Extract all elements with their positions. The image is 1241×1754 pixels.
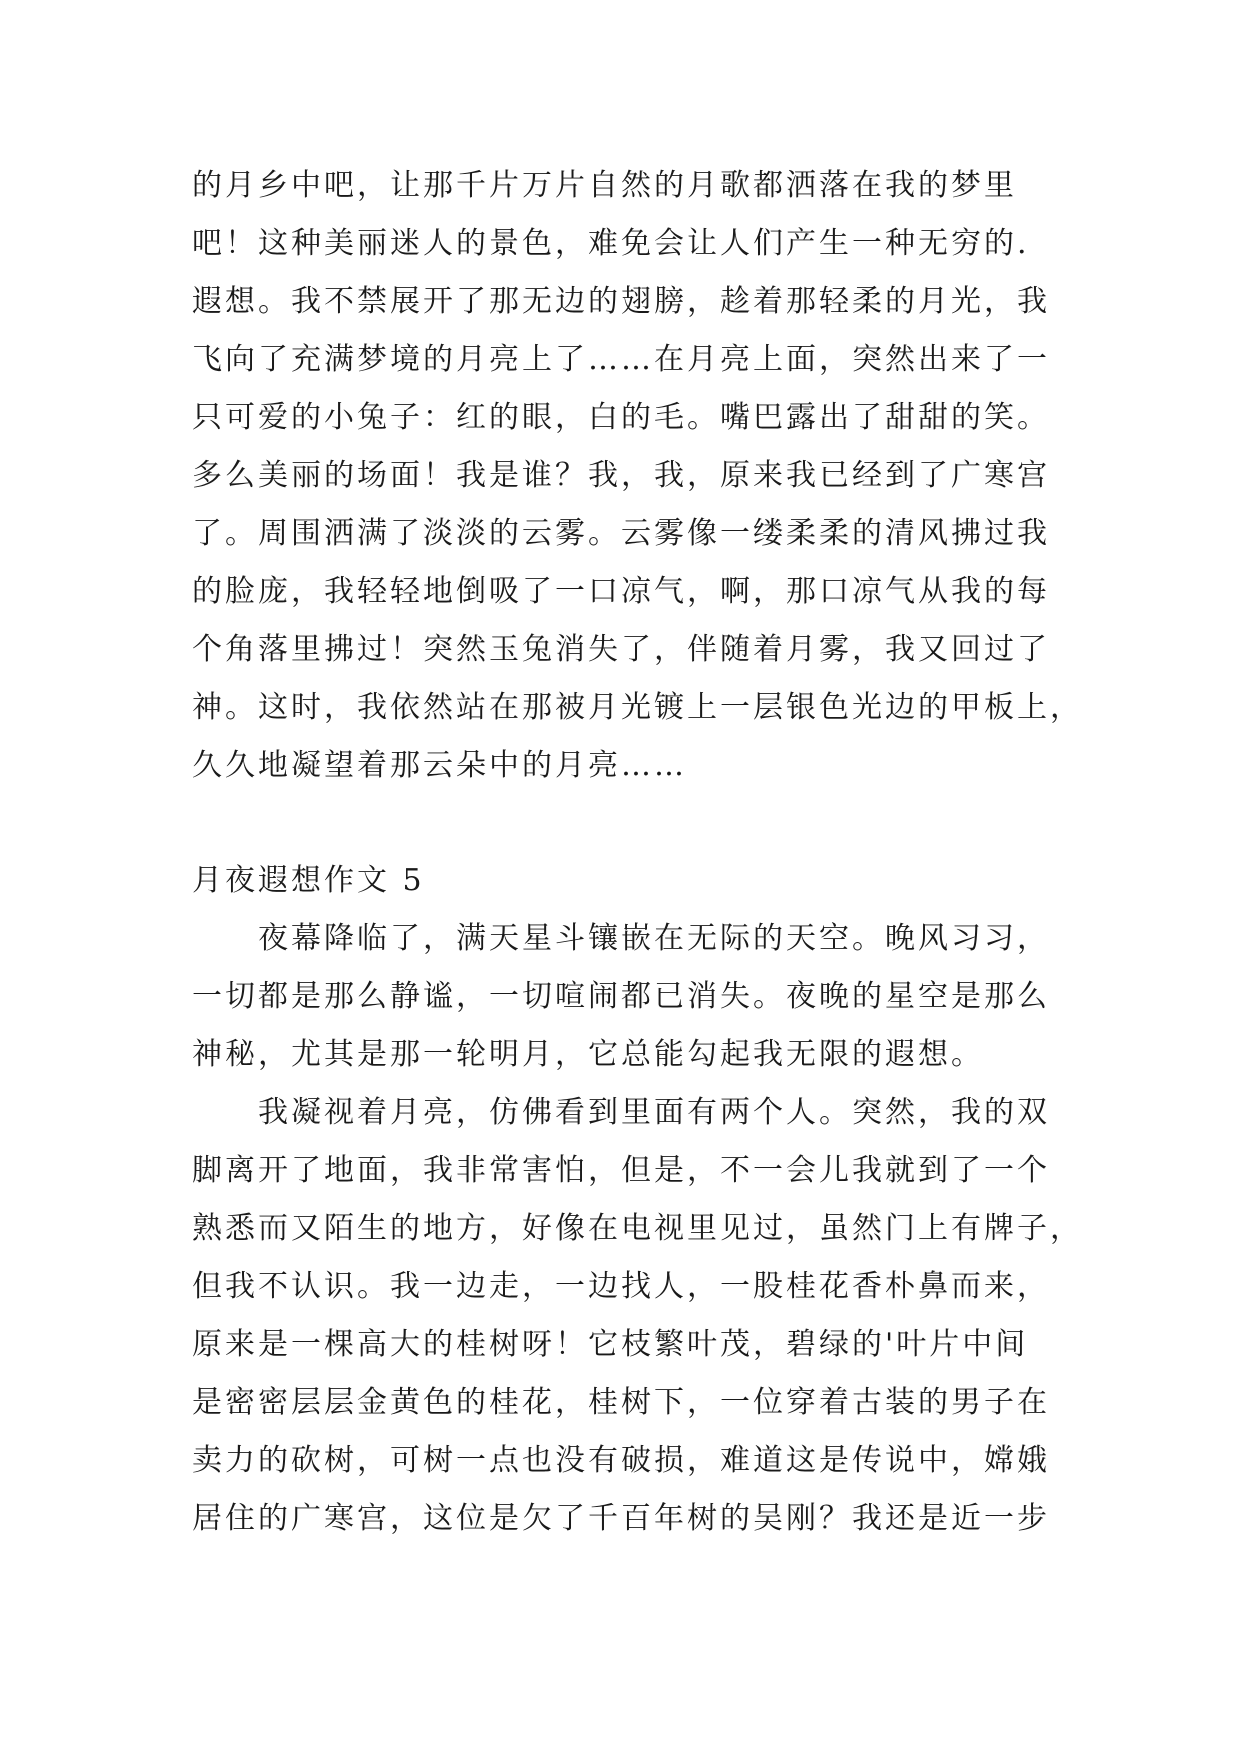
text-line: 的脸庞，我轻轻地倒吸了一口凉气，啊，那口凉气从我的每 xyxy=(192,574,1050,609)
text-line: 吧！这种美丽迷人的景色，难免会让人们产生一种无穷的. xyxy=(192,226,1030,261)
text-line: 了。周围洒满了淡淡的云雾。云雾像一缕柔柔的清风拂过我 xyxy=(192,516,1050,551)
text-line: 个角落里拂过！突然玉兔消失了，伴随着月雾，我又回过了 xyxy=(192,632,1050,667)
text-line: 飞向了充满梦境的月亮上了……在月亮上面，突然出来了一 xyxy=(192,342,1050,377)
text-line: 居住的广寒宫，这位是欠了千百年树的吴刚？我还是近一步 xyxy=(192,1501,1050,1536)
text-line: 神秘，尤其是那一轮明月，它总能勾起我无限的遐想。 xyxy=(192,1037,984,1072)
text-line: 的月乡中吧，让那千片万片自然的月歌都洒落在我的梦里 xyxy=(192,168,1017,203)
text-line: 夜幕降临了，满天星斗镶嵌在无际的天空。晚风习习， xyxy=(192,921,1050,956)
text-line: 只可爱的小兔子：红的眼，白的毛。嘴巴露出了甜甜的笑。 xyxy=(192,400,1050,435)
text-line: 熟悉而又陌生的地方，好像在电视里见过，虽然门上有牌子， xyxy=(192,1211,1083,1246)
text-line: 神。这时，我依然站在那被月光镀上一层银色光边的甲板上， xyxy=(192,690,1083,725)
text-line: 原来是一棵高大的桂树呀！它枝繁叶茂，碧绿的'叶片中间 xyxy=(192,1327,1029,1362)
text-line: 遐想。我不禁展开了那无边的翅膀，趁着那轻柔的月光，我 xyxy=(192,284,1050,319)
text-line: 多么美丽的场面！我是谁？我，我，原来我已经到了广寒宫 xyxy=(192,458,1050,493)
text-line: 但我不认识。我一边走，一边找人，一股桂花香朴鼻而来， xyxy=(192,1269,1050,1304)
section-title: 月夜遐想作文 5 xyxy=(192,863,425,898)
text-line: 脚离开了地面，我非常害怕，但是，不一会儿我就到了一个 xyxy=(192,1153,1050,1188)
text-line: 卖力的砍树，可树一点也没有破损，难道这是传说中，嫦娥 xyxy=(192,1443,1050,1478)
section-body xyxy=(192,910,1083,1548)
text-line: 是密密层层金黄色的桂花，桂树下，一位穿着古装的男子在 xyxy=(192,1385,1050,1420)
text-line: 久久地凝望着那云朵中的月亮…… xyxy=(192,748,687,783)
continuation-paragraph xyxy=(192,157,1083,795)
text-line: 我凝视着月亮，仿佛看到里面有两个人。突然，我的双 xyxy=(192,1095,1050,1130)
text-line: 一切都是那么静谧，一切喧闹都已消失。夜晚的星空是那么 xyxy=(192,979,1050,1014)
